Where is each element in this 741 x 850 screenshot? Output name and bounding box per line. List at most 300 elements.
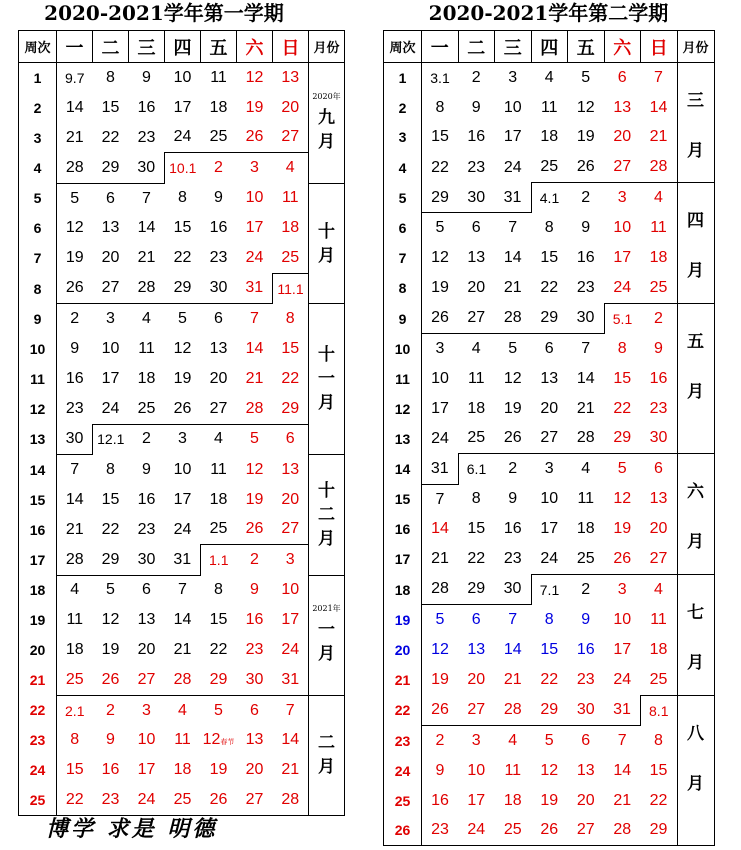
date-cell: 10 (173, 68, 192, 86)
date-cell: 7 (165, 575, 201, 605)
date-cell: 20 (540, 399, 559, 417)
date-cell: 13 (649, 490, 668, 508)
date-cell: 13 (209, 340, 228, 358)
date-cell: 2 (471, 68, 481, 86)
date-cell: 12 (431, 249, 449, 267)
date-cell: 2 (93, 695, 129, 725)
week-number: 14 (19, 454, 57, 484)
date-cell: 28 (503, 309, 522, 327)
date-cell: 10 (467, 761, 486, 779)
date-cell: 26 (245, 128, 264, 146)
date-cell: 27 (613, 158, 632, 176)
date-cell: 18 (173, 761, 192, 779)
date-cell: 29 (101, 158, 120, 176)
date-cell: 24 (173, 128, 192, 146)
date-cell: 9 (142, 68, 151, 86)
month-name-char: 二 (318, 733, 335, 754)
date-cell: 14 (137, 219, 156, 237)
week-row (19, 605, 345, 635)
date-cell: 17 (540, 520, 559, 538)
date-cell: 26 (65, 279, 84, 297)
date-cell: 3 (273, 545, 309, 575)
week-number: 6 (19, 213, 57, 243)
header-weekday: 一 (57, 31, 93, 63)
month-name-char: 月 (318, 131, 335, 152)
week-number: 20 (384, 635, 422, 665)
date-cell: 25 (649, 278, 668, 296)
week-number: 17 (19, 545, 57, 575)
date-cell: 7 (422, 484, 459, 514)
date-cell: 19 (576, 128, 595, 146)
date-cell: 16 (65, 369, 84, 387)
week-number: 11 (384, 364, 422, 394)
date-cell: 10 (540, 490, 559, 508)
week-number: 25 (384, 786, 422, 816)
date-cell: 2 (495, 454, 532, 484)
date-cell: 17 (613, 641, 632, 659)
week-row (19, 63, 345, 93)
header-weekday: 一 (422, 31, 459, 63)
week-number: 16 (19, 514, 57, 544)
date-cell: 30 (65, 429, 84, 447)
week-number: 15 (19, 485, 57, 515)
header-weekday: 三 (495, 31, 532, 63)
semester-1-table (18, 30, 345, 816)
date-cell: 4 (129, 304, 165, 334)
date-cell: 27 (467, 701, 486, 719)
date-cell: 13 (101, 219, 120, 237)
date-cell: 15 (281, 340, 300, 358)
week-row (384, 243, 715, 273)
date-cell: 4 (495, 726, 532, 756)
date-cell: 20 (467, 279, 486, 297)
week-number: 2 (384, 93, 422, 123)
date-cell: 20 (649, 520, 668, 538)
month-label-cell (309, 454, 345, 575)
week-row (19, 213, 345, 243)
date-cell: 20 (281, 490, 300, 508)
school-motto: 博学 求是 明德 (46, 816, 218, 842)
week-number: 4 (384, 152, 422, 182)
date-cell: 6 (201, 304, 237, 334)
date-cell: 28 (649, 158, 668, 176)
date-cell: 22 (281, 369, 300, 387)
week-row (19, 545, 345, 575)
date-cell: 11 (467, 369, 485, 387)
date-cell: 7 (604, 726, 641, 756)
month-name-char: 月 (687, 141, 704, 161)
date-cell: 27 (209, 399, 228, 417)
week-number: 21 (384, 665, 422, 695)
date-cell: 9 (435, 761, 445, 779)
date-cell: 8 (544, 219, 554, 237)
date-cell: 18 (209, 490, 228, 508)
date-cell: 19 (540, 791, 559, 809)
date-cell: 25 (65, 670, 84, 688)
date-cell: 22 (101, 520, 120, 538)
week-number: 7 (19, 243, 57, 273)
date-cell: 23 (467, 158, 486, 176)
date-cell: 8 (106, 68, 115, 86)
month-name-char: 五 (687, 331, 704, 352)
week-row (19, 334, 345, 364)
week-number: 5 (384, 183, 422, 213)
date-cell: 28 (245, 399, 264, 417)
date-cell: 3 (422, 334, 459, 364)
date-cell: 8 (178, 189, 187, 207)
date-cell: 4 (57, 575, 93, 605)
date-cell: 4 (544, 68, 554, 86)
date-cell: 7 (237, 304, 273, 334)
week-row (384, 695, 715, 725)
date-cell: 5 (422, 605, 459, 635)
date-cell: 19 (65, 249, 84, 267)
date-cell: 4 (458, 334, 495, 364)
date-cell: 10 (613, 610, 632, 628)
date-cell: 16 (576, 641, 595, 659)
semester-2-title: 2020-2021学年第二学期 (428, 1, 669, 25)
date-cell: 8 (654, 731, 663, 749)
week-number: 21 (19, 665, 57, 695)
date-cell: 19 (173, 369, 192, 387)
date-cell: 24 (101, 399, 120, 417)
month-label-cell (677, 695, 714, 845)
date-cell: 28 (576, 429, 595, 447)
semester-2-table (383, 30, 715, 846)
week-number: 13 (19, 424, 57, 454)
week-row (19, 274, 345, 304)
date-cell: 9 (214, 189, 223, 207)
header-weekday: 日 (273, 31, 309, 63)
date-cell: 28 (65, 158, 84, 176)
month-name-char: 一 (318, 369, 335, 390)
date-cell: 19 (209, 761, 228, 779)
date-cell: 29 (281, 399, 300, 417)
date-cell: 8 (544, 610, 554, 628)
week-number: 17 (384, 544, 422, 574)
date-cell: 12 (613, 490, 632, 508)
date-cell: 26 (576, 158, 595, 176)
date-cell: 7 (654, 68, 663, 86)
date-cell: 2 (129, 424, 165, 454)
date-cell: 25 (467, 429, 486, 447)
week-number: 26 (384, 815, 422, 845)
month-name-char: 月 (318, 393, 335, 414)
header-week: 周次 (19, 31, 57, 63)
date-cell: 5.1 (604, 303, 641, 333)
week-row (384, 605, 715, 635)
date-cell: 7 (129, 183, 165, 213)
semester-1-header-row (19, 31, 345, 63)
date-cell: 30 (649, 429, 668, 447)
date-cell: 11.1 (273, 274, 309, 304)
date-cell: 3 (129, 695, 165, 725)
week-number: 25 (19, 785, 57, 815)
week-number: 18 (19, 575, 57, 605)
week-row (384, 665, 715, 695)
week-row (19, 304, 345, 334)
date-cell: 15 (101, 490, 120, 508)
date-cell: 4 (568, 454, 605, 484)
month-name-char: 十 (318, 480, 335, 501)
date-cell: 3 (165, 424, 201, 454)
holiday-note: 春节 (220, 739, 235, 747)
date-cell: 30 (209, 279, 228, 297)
date-cell: 21 (173, 641, 192, 659)
date-cell: 20 (101, 249, 120, 267)
date-cell: 21 (613, 791, 632, 809)
week-number: 8 (19, 274, 57, 304)
date-cell: 7.1 (531, 575, 568, 605)
week-row (19, 394, 345, 424)
date-cell: 14 (281, 731, 300, 749)
date-cell: 8 (471, 490, 481, 508)
semester-1-title: 2020-2021学年第一学期 (44, 1, 284, 25)
week-number: 10 (19, 334, 57, 364)
date-cell: 8 (285, 310, 295, 328)
date-cell: 24 (467, 821, 486, 839)
date-cell: 21 (245, 369, 264, 387)
header-month: 月份 (309, 31, 345, 63)
week-row (384, 334, 715, 364)
header-weekday: 四 (531, 31, 568, 63)
week-row (19, 575, 345, 605)
date-cell: 12 (245, 68, 264, 86)
date-cell: 15 (65, 761, 84, 779)
date-cell: 27 (576, 821, 595, 839)
week-row (19, 93, 345, 123)
week-row (19, 364, 345, 394)
date-cell: 26 (431, 309, 449, 327)
date-cell: 17 (467, 791, 486, 809)
month-label-cell (309, 304, 345, 454)
week-number: 1 (19, 63, 57, 93)
date-cell: 23 (245, 641, 264, 659)
date-cell: 16 (576, 249, 595, 267)
month-name-char: 三 (687, 91, 704, 111)
date-cell: 12 (576, 98, 595, 116)
date-cell: 4 (165, 695, 201, 725)
date-cell: 24 (613, 278, 632, 296)
date-cell: 4 (201, 424, 237, 454)
month-name-char: 月 (318, 245, 335, 266)
date-cell: 28 (431, 580, 449, 598)
date-cell: 18 (65, 641, 84, 659)
week-row (384, 635, 715, 665)
header-weekday: 二 (458, 31, 495, 63)
date-cell: 11 (281, 189, 299, 207)
date-cell: 14 (65, 490, 84, 508)
week-row (19, 785, 345, 815)
date-cell: 20 (281, 98, 300, 116)
date-cell: 12 (173, 340, 192, 358)
header-weekday: 六 (237, 31, 273, 63)
date-cell: 13 (576, 761, 595, 779)
header-weekday: 六 (604, 31, 641, 63)
date-cell: 12 (101, 611, 120, 629)
date-cell: 26 (431, 701, 449, 719)
date-cell: 17 (281, 611, 300, 629)
month-name-char: 月 (687, 261, 704, 282)
date-cell: 24 (540, 550, 559, 568)
date-cell: 29 (173, 279, 192, 297)
date-cell: 16 (431, 791, 449, 809)
date-cell: 25 (576, 550, 595, 568)
date-cell: 4 (641, 183, 678, 213)
month-name-char: 月 (318, 528, 335, 549)
date-cell: 13 (137, 611, 156, 629)
date-cell: 30 (576, 309, 595, 327)
date-cell: 5 (604, 454, 641, 484)
date-cell: 10 (431, 369, 449, 387)
date-cell: 7 (568, 334, 605, 364)
month-label-cell (677, 63, 714, 183)
month-name-char: 十 (318, 221, 335, 242)
date-cell: 14 (649, 98, 668, 116)
date-cell: 8 (214, 581, 223, 599)
header-weekday: 五 (568, 31, 605, 63)
week-number: 23 (19, 726, 57, 756)
date-cell: 11 (540, 98, 558, 116)
date-cell: 9 (70, 340, 80, 358)
week-number: 20 (19, 635, 57, 665)
date-cell: 19 (431, 671, 449, 689)
month-label-cell (677, 303, 714, 453)
week-row (384, 786, 715, 816)
date-cell: 4 (273, 153, 309, 183)
date-cell: 3 (237, 153, 273, 183)
week-row (19, 454, 345, 484)
date-cell: 31 (503, 188, 522, 206)
date-cell: 29 (467, 580, 486, 598)
date-cell: 12 (245, 460, 264, 478)
date-cell: 11 (210, 68, 227, 86)
header-weekday: 四 (165, 31, 201, 63)
date-cell: 27 (649, 550, 668, 568)
month-name-char: 九 (318, 107, 335, 128)
date-cell: 10 (503, 98, 522, 116)
date-cell: 31 (281, 670, 300, 688)
date-cell: 11 (138, 340, 155, 358)
date-cell: 5 (422, 213, 459, 243)
month-name-char: 月 (687, 773, 704, 794)
week-number: 11 (19, 364, 57, 394)
date-cell: 4 (641, 575, 678, 605)
date-cell: 15 (173, 219, 192, 237)
week-row (19, 424, 345, 454)
week-number: 9 (384, 303, 422, 333)
date-cell: 12 (65, 219, 84, 237)
date-cell: 20 (137, 641, 156, 659)
date-cell: 17 (431, 399, 449, 417)
date-cell: 21 (503, 671, 522, 689)
date-cell: 3 (604, 575, 641, 605)
week-row (19, 485, 345, 515)
date-cell: 19 (503, 399, 522, 417)
date-cell: 27 (101, 279, 120, 297)
date-cell: 31 (245, 279, 264, 297)
header-weekday: 五 (201, 31, 237, 63)
date-cell: 26 (173, 399, 192, 417)
date-cell: 22 (540, 279, 559, 297)
week-number: 13 (384, 424, 422, 454)
date-cell: 30 (137, 550, 156, 568)
week-number: 12 (19, 394, 57, 424)
header-weekday: 日 (641, 31, 678, 63)
date-cell: 3 (93, 304, 129, 334)
week-row (19, 635, 345, 665)
date-cell: 21 (281, 761, 300, 779)
date-cell: 28 (137, 279, 156, 297)
date-cell: 25 (137, 399, 156, 417)
week-number: 8 (384, 273, 422, 303)
week-number: 2 (19, 93, 57, 123)
date-cell: 15 (613, 369, 632, 387)
date-cell: 10 (101, 340, 120, 358)
week-row (384, 303, 715, 333)
week-row (384, 152, 715, 182)
date-cell: 23 (137, 128, 156, 146)
week-row (384, 815, 715, 845)
date-cell: 11 (66, 611, 84, 629)
week-row (384, 364, 715, 394)
date-cell: 7 (495, 605, 532, 635)
week-row (384, 544, 715, 574)
date-cell: 6 (458, 605, 495, 635)
date-cell: 21 (431, 550, 449, 568)
date-cell: 10 (173, 460, 192, 478)
date-cell: 23 (65, 399, 84, 417)
date-cell: 6 (641, 454, 678, 484)
date-cell: 9 (654, 339, 663, 357)
week-number: 23 (384, 726, 422, 756)
date-cell: 29 (431, 188, 449, 206)
date-cell: 28 (503, 701, 522, 719)
month-name-char: 七 (687, 603, 704, 624)
date-cell: 11 (650, 219, 667, 237)
month-label-cell (677, 575, 714, 696)
date-cell: 18 (540, 128, 559, 146)
week-row (19, 726, 345, 756)
date-cell: 17 (613, 249, 632, 267)
month-year: 2021年 (312, 604, 341, 614)
date-cell: 11 (174, 731, 191, 749)
week-number: 3 (19, 123, 57, 153)
date-cell: 26 (613, 550, 632, 568)
week-number: 10 (384, 334, 422, 364)
date-cell: 24 (613, 671, 632, 689)
date-cell: 27 (540, 429, 559, 447)
date-cell: 23 (576, 671, 595, 689)
header-month: 月份 (677, 31, 714, 63)
week-row (384, 575, 715, 605)
date-cell: 14 (65, 98, 84, 116)
date-cell: 28 (173, 670, 192, 688)
date-cell: 16 (137, 98, 156, 116)
date-cell: 19 (431, 279, 449, 297)
date-cell: 13 (281, 460, 300, 478)
week-number: 3 (384, 123, 422, 153)
date-cell: 24 (245, 249, 264, 267)
date-cell: 25 (649, 670, 668, 688)
week-number: 19 (384, 605, 422, 635)
date-cell: 14 (576, 369, 595, 387)
date-cell: 2 (641, 303, 678, 333)
week-number: 24 (384, 756, 422, 786)
date-cell: 24 (137, 791, 156, 809)
semester-1-body (19, 63, 345, 816)
week-row (19, 665, 345, 695)
